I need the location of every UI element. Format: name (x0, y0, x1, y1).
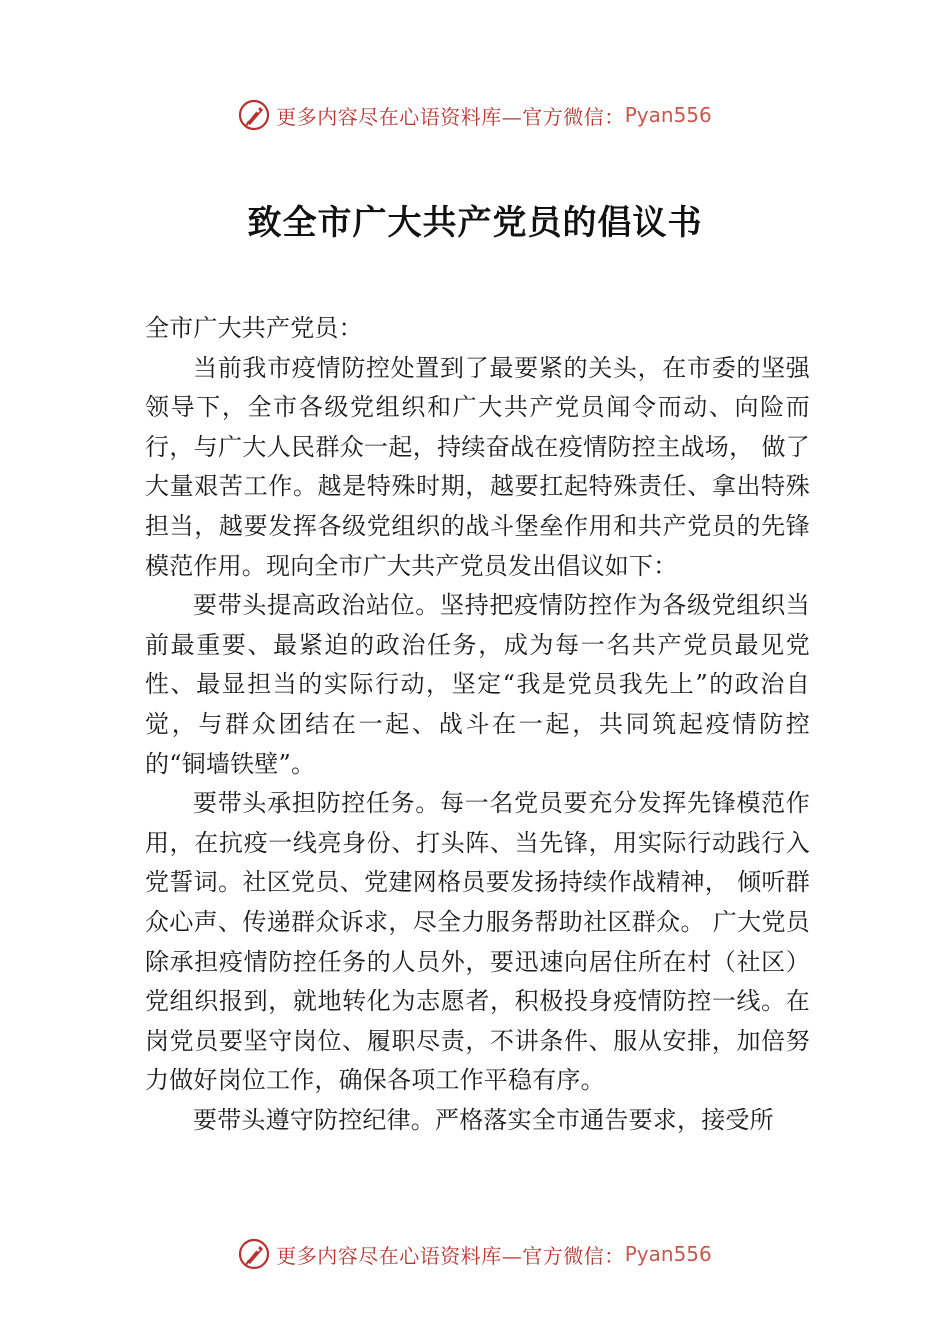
header-banner (0, 95, 950, 135)
quill-pen-logo-icon (238, 1238, 270, 1270)
paragraph: 当前我市疫情防控处置到了最要紧的关头，在市委的坚强领导下，全市各级党组织和广大共产党员闻令而动、向险而行，与广大人民群众一起，持续奋战在疫情防控主战场， 做了大量艰苦工作。越是特殊时期，越要扛起特殊责任、拿出特殊担当，越要发挥各级党组织的战斗堡垒作用和共产党员的先锋模范作用。现向全市广大共产党员发出倡议如下： (145, 353, 810, 580)
footer-banner-text: 更多内容尽在心语资料库—官方微信： (276, 1243, 625, 1268)
document-title: 致全市广大共产党员的倡议书 (247, 203, 703, 243)
document-body (145, 309, 810, 1140)
header-banner-text: 更多内容尽在心语资料库—官方微信： (276, 104, 625, 129)
footer-banner (0, 1234, 950, 1274)
paragraph: 要带头承担防控任务。每一名党员要充分发挥先锋模范作用，在抗疫一线亮身份、打头阵、当先锋，用实际行动践行入党誓词。社区党员、党建网格员要发扬持续作战精神， 倾听群众心声、传递群众诉求，尽全力服务帮助社区群众。 广大党员除承担疫情防控任务的人员外，要迅速向居住所在村（社区）党组织报到，就地转化为志愿者，积极投身疫情防控一线。在岗党员要坚守岗位、履职尽责，不讲条件、服从安排，加倍努力做好岗位工作，确保各项工作平稳有序。 (145, 789, 810, 1095)
salutation: 全市广大共产党员： (145, 314, 363, 342)
paragraph: 要带头提高政治站位。坚持把疫情防控作为各级党组织当前最重要、最紧迫的政治任务，成为每一名共产党员最见党性、最显担当的实际行动，坚定“我是党员我先上”的政治自觉，与群众团结在一起、战斗在一起，共同筑起疫情防控的“铜墙铁壁”。 (145, 591, 810, 778)
quill-pen-logo-icon (238, 99, 270, 131)
footer-wechat-id: Pyan556 (624, 1242, 712, 1266)
paragraph: 要带头遵守防控纪律。严格落实全市通告要求，接受所 (193, 1105, 774, 1134)
header-wechat-id: Pyan556 (624, 103, 712, 127)
